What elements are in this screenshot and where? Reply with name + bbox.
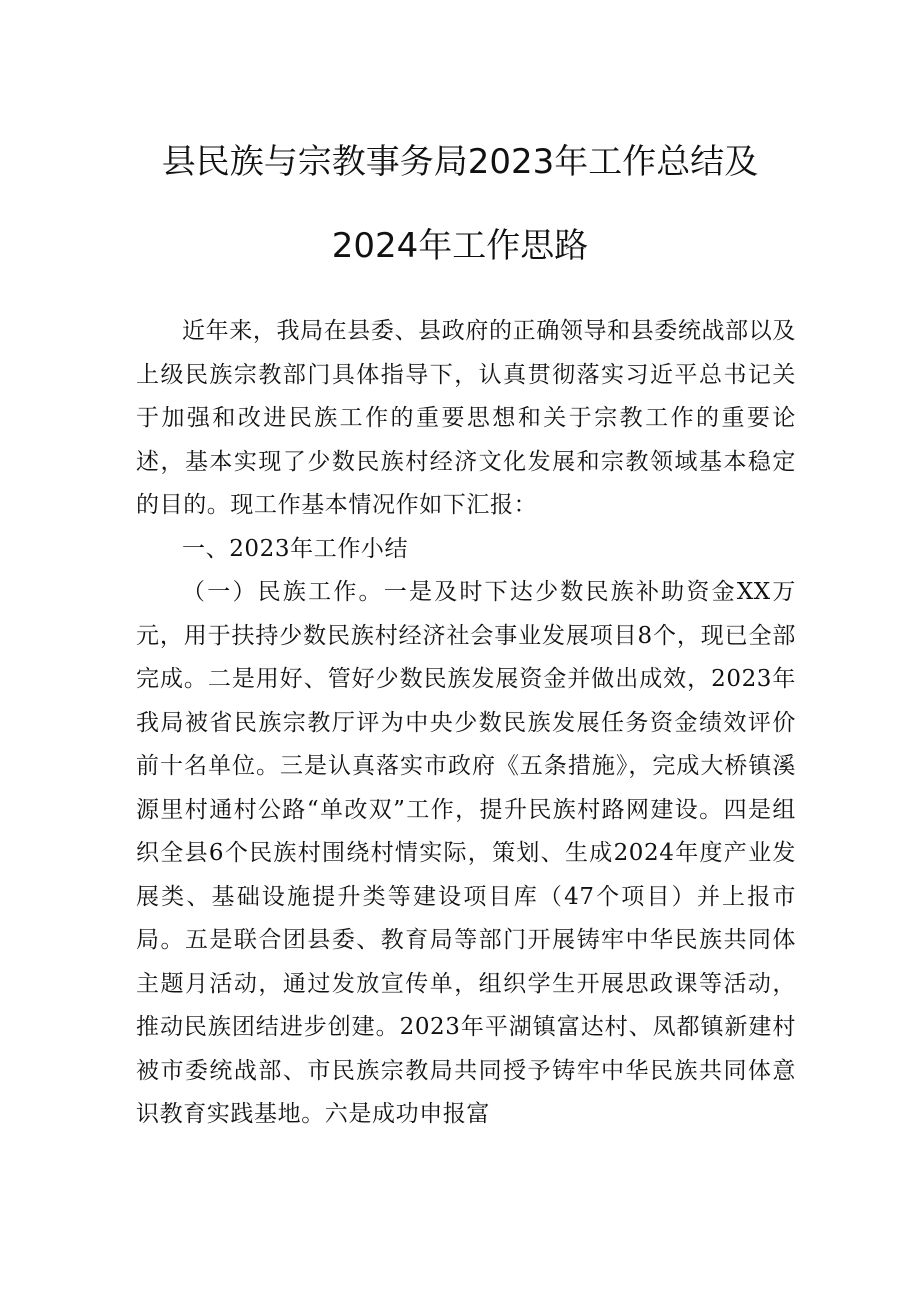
document-title-line-2: 2024年工作思路 [331, 226, 589, 266]
section-heading-1: 一、2023年工作小结 [182, 535, 409, 562]
intro-paragraph: 近年来，我局在县委、县政府的正确领导和县委统战部以及上级民族宗教部门具体指导下，认真贯彻落实习近平总书记关于加强和改进民族工作的重要思想和关于宗教工作的重要论述，基本实现了少数民族村经济文化发展和宗教领域基本稳定的目的。现工作基本情况作如下汇报： [136, 318, 796, 518]
document-body [136, 310, 796, 1137]
ethnic-work-paragraph: （一）民族工作。一是及时下达少数民族补助资金XX万元，用于扶持少数民族村经济社会事业发展项目8个，现已全部完成。二是用好、管好少数民族发展资金并做出成效，2023年我局被省民族宗教厅评为中央少数民族发展任务资金绩效评价前十名单位。三是认真落实市政府《五条措施》，完成大桥镇溪源里村通村公路“单改双”工作，提升民族村路网建设。四是组织全县6个民族村围绕村情实际，策划、生成2024年度产业发展类、基础设施提升类等建设项目库（47个项目）并上报市局。五是联合团县委、教育局等部门开展铸牢中华民族共同体主题月活动，通过发放宣传单，组织学生开展思政课等活动，推动民族团结进步创建。2023年平湖镇富达村、凤都镇新建村被市委统战部、市民族宗教局共同授予铸牢中华民族共同体意识教育实践基地。六是成功申报富 [136, 579, 796, 1127]
document-title-line-1: 县民族与宗教事务局2023年工作总结及 [161, 142, 759, 182]
